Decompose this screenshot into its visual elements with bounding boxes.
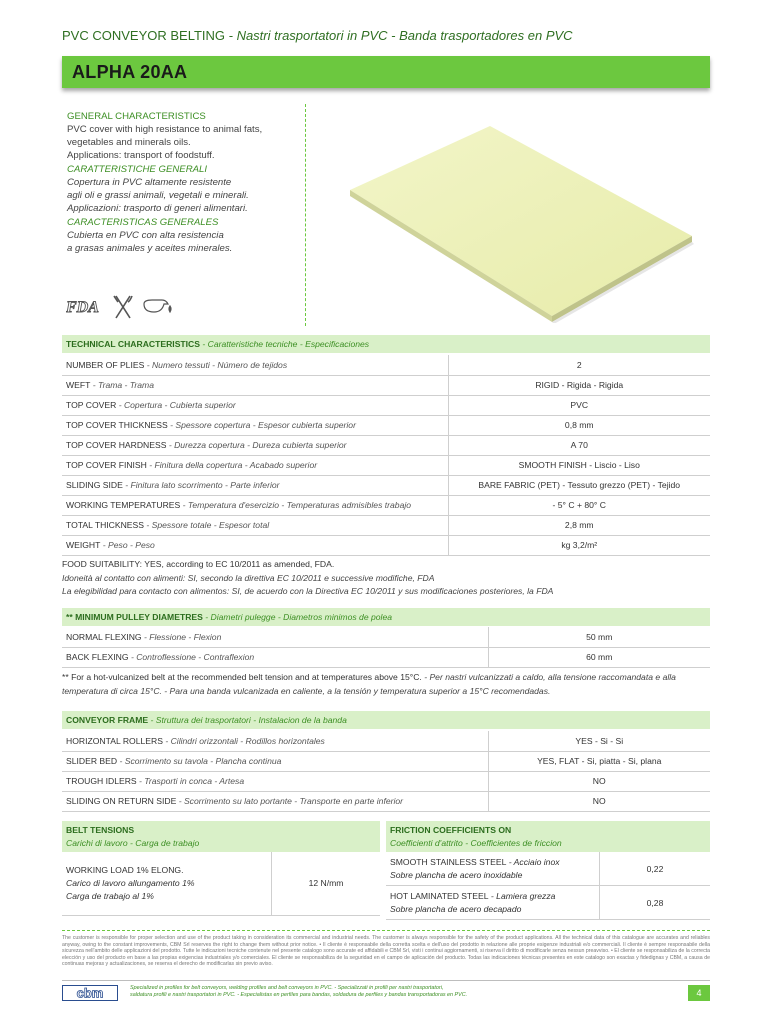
- cbm-logo-text: cbm: [76, 985, 104, 1001]
- certification-icons: [66, 292, 186, 320]
- vertical-divider: [305, 104, 306, 326]
- belt-tensions-header: [62, 821, 380, 852]
- oil-icon: [144, 300, 171, 312]
- title-bar: [62, 56, 710, 88]
- row-value: NO: [488, 791, 710, 811]
- table-row: [62, 435, 710, 455]
- row-label: HORIZONTAL ROLLERS - Cilindri orizzontali - Rodillos horizontales: [62, 731, 488, 751]
- belt-tensions-subtitle: Carichi di lavoro - Carga de trabajo: [66, 837, 200, 848]
- row-value: 0,28: [646, 898, 664, 908]
- row-label: SLIDING ON RETURN SIDE - Scorrimento su lato portante - Transporte en parte inferior: [62, 791, 488, 811]
- pulley-header: [62, 608, 710, 626]
- pulley-header-subtitle: - Diametri pulegge - Diametros minimos de polea: [202, 612, 393, 622]
- table-row: [62, 627, 710, 647]
- table-row: [62, 791, 710, 811]
- fork-knife-icon: [114, 296, 132, 318]
- description-heading: CARATTERISTICHE GENERALI: [67, 164, 208, 175]
- table-row: [62, 355, 710, 375]
- table-row: [62, 751, 710, 771]
- table-row: [62, 455, 710, 475]
- row-label: TOP COVER HARDNESS - Durezza copertura - Dureza cubierta superior: [62, 435, 448, 455]
- header-sub: - Nastri trasportatori in PVC - Banda trasportadores en PVC: [225, 28, 573, 43]
- table-row: [62, 647, 710, 667]
- footer-text: [130, 985, 650, 999]
- row-label: SMOOTH STAINLESS STEEL - Acciaio inox Sobre plancha de acero inoxidable: [386, 852, 600, 885]
- row-value: BARE FABRIC (PET) - Tessuto grezzo (PET) - Tejido: [448, 475, 710, 495]
- page-number: 4: [688, 985, 710, 1001]
- row-label: WEIGHT - Peso - Peso: [62, 535, 448, 555]
- table-row: [62, 475, 710, 495]
- frame-table: [62, 731, 710, 812]
- row-label: SLIDING SIDE - Finitura lato scorrimento - Parte inferior: [62, 475, 448, 495]
- row-value: 2,8 mm: [448, 515, 710, 535]
- pulley-table: [62, 627, 710, 668]
- belt-tension-label-it: Carico di lavoro allungamento 1%: [66, 878, 195, 888]
- header-main: PVC CONVEYOR BELTING: [62, 28, 226, 43]
- footer-divider: [62, 930, 710, 931]
- table-row: [62, 415, 710, 435]
- belt-sample-image: [340, 118, 700, 323]
- row-value: RIGID - Rigida - Rigida: [448, 375, 710, 395]
- belt-tension-label-en: WORKING LOAD 1% ELONG.: [66, 865, 184, 875]
- table-row: [386, 886, 710, 920]
- row-label: TROUGH IDLERS - Trasporti in conca - Artesa: [62, 771, 488, 791]
- friction-block: [386, 821, 710, 920]
- row-label: [62, 852, 272, 915]
- table-row: [62, 535, 710, 555]
- row-label: SLIDER BED - Scorrimento su tavola - Plancha continua: [62, 751, 488, 771]
- table-row: [62, 375, 710, 395]
- row-label: TOP COVER - Copertura - Cubierta superior: [62, 395, 448, 415]
- row-value: 12 N/mm: [308, 878, 344, 888]
- description-it: [67, 163, 292, 215]
- row-value: YES - Si - Si: [488, 731, 710, 751]
- table-row: [62, 771, 710, 791]
- food-line-it: Idoneità al contatto con alimenti: SI, secondo la direttiva EC 10/2011 e successive modifiche, FDA: [62, 572, 435, 583]
- food-line-en: FOOD SUITABILITY: YES, according to EC 10/2011 as amended, FDA.: [62, 559, 335, 569]
- fda-icon: [66, 299, 99, 316]
- table-row: [62, 731, 710, 751]
- description-text: Cubierta en PVC con alta resistencia a grasas animales y aceites minerales.: [67, 230, 233, 254]
- row-value: 0,8 mm: [448, 415, 710, 435]
- technical-header-subtitle: - Caratteristiche tecniche - Especificaciones: [200, 339, 370, 349]
- pulley-note-en: ** For a hot-vulcanized belt at the recommended belt tension and at temperatures above 15°C.: [62, 672, 422, 682]
- food-suitability-note: [62, 558, 710, 599]
- row-value: YES, FLAT - Si, piatta - Si, plana: [488, 751, 710, 771]
- row-value: 2: [448, 355, 710, 375]
- description-en: [67, 110, 292, 162]
- pulley-note-it: - Per nastri vulcanizzati a caldo, alla tensione raccomandata e alla temperatura di circa 15°C. - Para una banda vulcanizada en caliente, a la tensión y temperatura superior a 15°C recomendadas.: [62, 672, 676, 696]
- row-label: WEFT - Trama - Trama: [62, 375, 448, 395]
- technical-header-title: TECHNICAL CHARACTERISTICS: [66, 339, 201, 349]
- friction-title: FRICTION COEFFICIENTS ON: [390, 825, 512, 835]
- row-value: 50 mm: [488, 627, 710, 647]
- row-label: TOP COVER FINISH - Finitura della copertura - Acabado superior: [62, 455, 448, 475]
- friction-subtitle: Coefficienti d'attrito - Coefficientes de friccion: [390, 837, 562, 848]
- belt-tension-label-es: Carga de trabajo al 1%: [66, 891, 154, 901]
- row-value: PVC: [448, 395, 710, 415]
- table-row: [62, 495, 710, 515]
- disclaimer-text: The customer is responsible for proper selection and use of the product taking in consideration its commercial and industrial needs. The customer is always responsible for the safety of the product applications. All the technical data of this catalogue are accurates and reliables anyway, owing to the constant improvements, CBM Srl reserves the right to change them without prior notice. • Il cliente è responsabile della corretta scelta e dell'uso del prodotto in relazione alle proprie esigenze industriali e/o commerciali. Il cliente è sempre responsabile della sicurezza nell'ambito delle applicazioni del prodotto. Tutte le indicazioni tecniche contenute nel presente catalogo sono accurate ed affidabili e CBM Srl, visti i continui aggiornamenti, si riserva il diritto di modificarle senza nessun preavviso. • El cliente se responsabiliza de la correcta elección y uso del producto en base a las propias exigencias industriales y/o comerciales. El cliente se responsabiliza de la seguridad en el campo de aplicación del producto. Todas las indicaciones técnicas presentes en este catalogo son exactas y fidedignas y CBM, a causa de continuas mejoras y actualizaciones, se reserva el derecho de modificarlas sin previo aviso.: [62, 935, 710, 968]
- page-header: [62, 28, 712, 43]
- row-label: BACK FLEXING - Controflessione - Contraflexion: [62, 647, 488, 667]
- table-row: [62, 395, 710, 415]
- row-value: 60 mm: [488, 647, 710, 667]
- technical-header: [62, 335, 710, 353]
- description-block: [67, 110, 292, 256]
- footer-line-1: Specialized in profiles for belt conveyors, welding profiles and belt conveyors in PVC. - Specializzati in profili per nastri trasportatori,: [130, 985, 444, 991]
- pulley-header-title: ** MINIMUM PULLEY DIAMETRES: [66, 612, 203, 622]
- friction-header: [386, 821, 710, 852]
- description-heading: GENERAL CHARACTERISTICS: [67, 111, 206, 122]
- table-row: [62, 515, 710, 535]
- footer-rule: [62, 980, 710, 981]
- frame-header: [62, 711, 710, 729]
- row-value: NO: [488, 771, 710, 791]
- row-label: NORMAL FLEXING - Flessione - Flexion: [62, 627, 488, 647]
- row-label: TOTAL THICKNESS - Spessore totale - Espesor total: [62, 515, 448, 535]
- belt-top-surface: [350, 126, 692, 316]
- row-label: TOP COVER THICKNESS - Spessore copertura - Espesor cubierta superior: [62, 415, 448, 435]
- food-line-es: La elegibilidad para contacto con alimentos: SI, de acuerdo con la Directiva EC 10/2011 y sus modificaciones posteriores, la FDA: [62, 586, 554, 596]
- frame-header-subtitle: - Struttura dei trasportatori - Instalacion de la banda: [148, 715, 347, 725]
- table-row: [386, 852, 710, 886]
- row-label: WORKING TEMPERATURES - Temperatura d'esercizio - Temperaturas admisibles trabajo: [62, 495, 448, 515]
- cbm-logo: [62, 985, 118, 1001]
- description-text: PVC cover with high resistance to animal fats, vegetables and minerals oils. Applications: transport of foodstuff.: [67, 124, 263, 161]
- row-value: kg 3,2/m²: [448, 535, 710, 555]
- frame-header-title: CONVEYOR FRAME: [66, 715, 149, 725]
- row-label: HOT LAMINATED STEEL - Lamiera grezza Sobre plancha de acero decapado: [386, 886, 600, 919]
- product-title: ALPHA 20AA: [72, 62, 188, 82]
- description-heading: CARACTERISTICAS GENERALES: [67, 217, 219, 228]
- row-value: 0,22: [646, 864, 664, 874]
- fda-icon-text: FDA: [66, 299, 99, 316]
- belt-tensions-block: [62, 821, 380, 916]
- belt-tensions-title: BELT TENSIONS: [66, 825, 135, 835]
- row-value: A 70: [448, 435, 710, 455]
- row-value: - 5° C + 80° C: [448, 495, 710, 515]
- technical-table: [62, 355, 710, 556]
- row-value: SMOOTH FINISH - Liscio - Liso: [448, 455, 710, 475]
- description-text: Copertura in PVC altamente resistente agli oli e grassi animali, vegetali e minerali. Applicazioni: trasporto di generi alimentari.: [67, 177, 249, 214]
- row-label: NUMBER OF PLIES - Numero tessuti - Número de tejidos: [62, 355, 448, 375]
- description-es: [67, 216, 292, 255]
- footer-line-2: saldatura profili e nastri trasportatori in PVC. - Especialistas en perfiles para bandas, soldadura de perfiles y bandas transportadoras en PVC.: [130, 992, 468, 998]
- pulley-note: [62, 671, 710, 698]
- belt-tensions-row: [62, 852, 380, 916]
